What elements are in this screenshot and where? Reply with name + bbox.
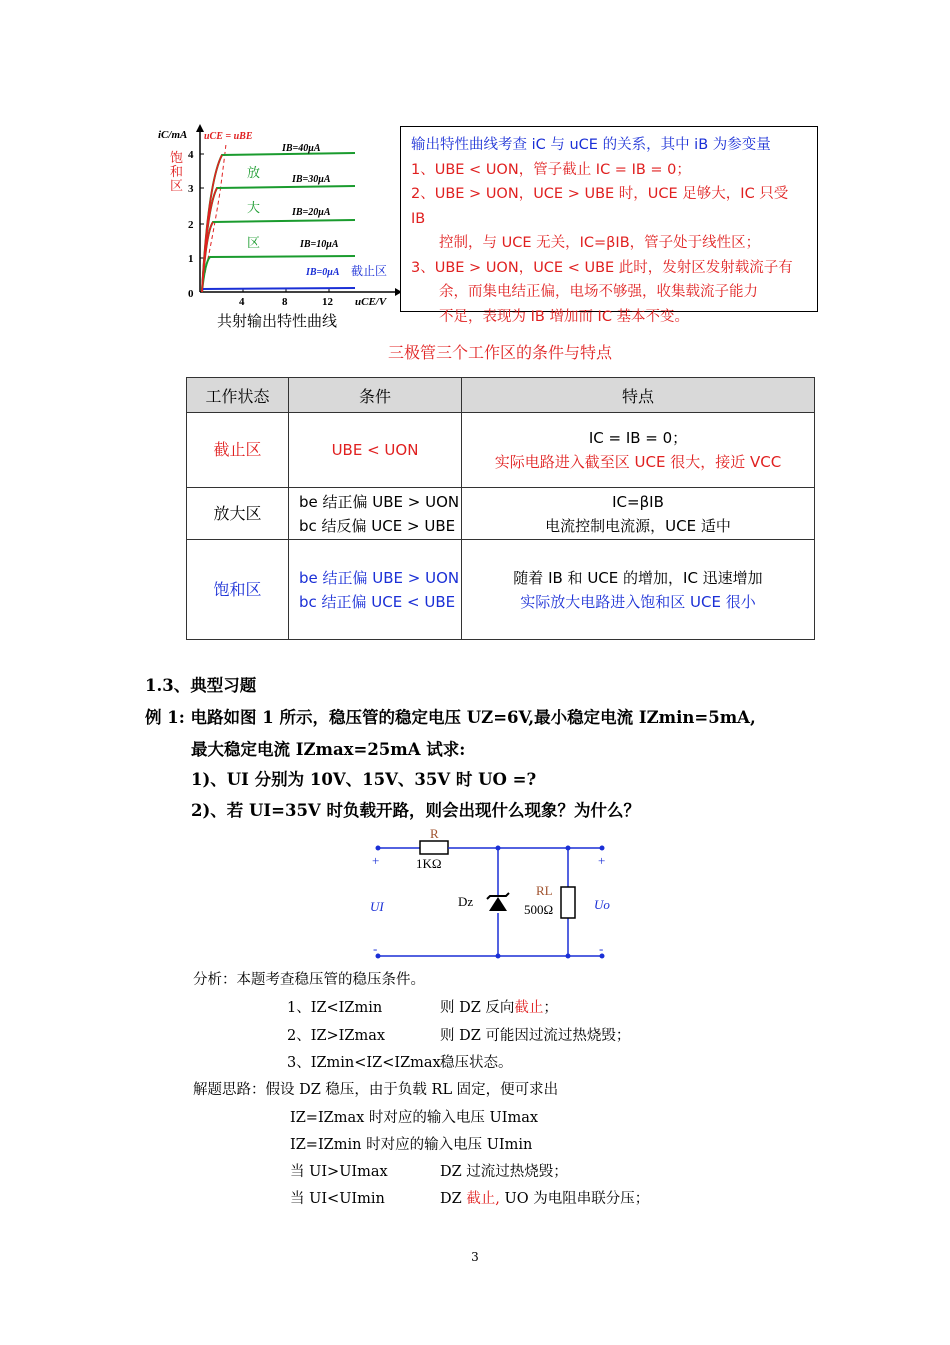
minus-sign: - [599,941,604,956]
solution-idea: 解题思路：假设 DZ 稳压，由于负载 RL 固定，便可求出 [193,1082,559,1098]
y-tick: 2 [188,219,194,231]
zener-diode-symbol [489,897,507,911]
y-tick: 3 [188,183,194,195]
svg-text:区: 区 [247,236,261,251]
info-line: 3、UBE > UON，UCE < UBE 此时，发射区发射载流子有 [411,259,793,276]
result-2: 则 DZ 可能因过流过热烧毁； [440,1028,631,1044]
plus-sign: + [372,853,380,868]
analysis-intro: 分析：本题考查稳压管的稳压条件。 [193,972,425,988]
chart-caption: 共射输出特性曲线 [217,312,338,330]
origin-tick: 0 [188,288,194,300]
load-value: 500Ω [524,902,554,917]
plus-sign: + [598,853,606,868]
minus-sign: - [373,941,378,956]
result-3: 稳压状态。 [440,1055,513,1071]
section-heading: 1.3、典型习题 [145,676,257,695]
load-label: RL [536,883,553,898]
exercise-line: 例 1: 电路如图 1 所示，稳压管的稳定电压 UZ=6V,最小稳定电流 IZmin=5mA, [145,708,756,727]
idea-line: IZ=IZmax 时对应的输入电压 UImax [290,1110,539,1126]
info-line: 控制，与 UCE 无关，IC=βIB，管子处于线性区； [439,235,761,251]
x-axis-label: uCE/V [355,296,387,308]
table-title: 三极管三个工作区的条件与特点 [387,343,612,362]
info-box [400,126,818,325]
curve-label: IB=30μA [292,174,331,185]
resistor-label: R [430,826,439,841]
case-condition: 当 UI<UImin [290,1191,385,1207]
condition-2: 2、IZ>IZmax [287,1028,386,1044]
svg-text:区: 区 [170,179,184,194]
feature-cell: IC=βIB 电流控制电流源，UCE 适中 [462,488,815,540]
amplify-label: 放 [247,166,261,181]
question-1: 1)、UI 分别为 10V、15V、35V 时 UO =? [191,770,537,789]
load-resistor-symbol [561,887,575,918]
column-header: 工作状态 [187,378,289,413]
transistor-region-table [186,377,815,640]
info-line: 输出特性曲线考查 iC 与 uCE 的关系，其中 iB 为参变量 [411,137,771,153]
curve-ib0 [202,288,355,289]
curve-label: IB=10μA [300,239,339,250]
y-axis-label: iC/mA [158,129,188,141]
x-tick: 4 [239,296,245,308]
result-1: 则 DZ 反向截止； [440,1000,558,1016]
info-line: 不足，表现为 IB 增加而 IC 基本不变。 [439,308,690,325]
output-characteristic-chart [150,122,400,312]
case-result: DZ 过流过热烧毁； [440,1164,568,1180]
zener-label: Dz [458,894,474,909]
condition-3: 3、IZmin<IZ<IZmax [287,1055,441,1071]
question-2: 2)、若 UI=35V 时负载开路，则会出现什么现象？为什么？ [191,801,640,820]
curve-label: IB=40μA [282,143,321,154]
table-row [187,488,815,540]
condition-cell: be 结正偏 UBE > UON bc 结反偏 UCE > UBE [289,488,462,540]
idea-line: IZ=IZmin 时对应的输入电压 UImin [290,1137,533,1153]
y-tick: 1 [188,253,194,265]
table-row [187,540,815,640]
cutoff-label: 截止区 [351,264,388,278]
state-cell: 饱和区 [187,540,289,640]
table-row [187,413,815,488]
page-number: 3 [471,1250,479,1264]
svg-text:大: 大 [247,201,261,216]
curve-label: IB=20μA [292,207,331,218]
x-tick: 12 [322,296,333,308]
feature-cell: IC = IB = 0； 实际电路进入截至区 UCE 很大，接近 VCC [462,413,815,488]
condition-cell: be 结正偏 UBE > UON bc 结正偏 UCE < UBE [289,540,462,640]
condition-1: 1、IZ<IZmin [287,1000,383,1016]
info-line: 2、UBE > UON，UCE > UBE 时，UCE 足够大，IC 只受 IB [411,186,789,227]
case-result: DZ 截止, UO 为电阻串联分压； [440,1191,650,1207]
saturation-label: 饱 [170,151,184,166]
info-line: 余，而集电结正偏，电场不够强，收集载流子能力 [439,284,758,300]
svg-text:和: 和 [170,165,184,180]
x-tick: 8 [282,296,288,308]
zener-circuit [360,825,620,965]
state-cell: 截止区 [187,413,289,488]
y-tick: 4 [188,149,194,161]
boundary-label: uCE = uBE [204,131,253,142]
info-line: 1、UBE < UON，管子截止 IC = IB = 0； [411,161,691,178]
feature-cell: 随着 IB 和 UCE 的增加，IC 迅速增加 实际放大电路进入饱和区 UCE 很小 [462,540,815,640]
column-header: 特点 [462,378,815,413]
condition-cell: UBE < UON [289,413,462,488]
input-voltage-label: UI [370,899,384,914]
resistor-value: 1KΩ [416,856,442,871]
exercise-line: 最大稳定电流 IZmax=25mA 试求: [191,740,466,759]
case-condition: 当 UI>UImax [290,1164,388,1180]
column-header: 条件 [289,378,462,413]
state-cell: 放大区 [187,488,289,540]
output-voltage-label: Uo [594,897,610,912]
curve-label: IB=0μA [306,267,340,278]
